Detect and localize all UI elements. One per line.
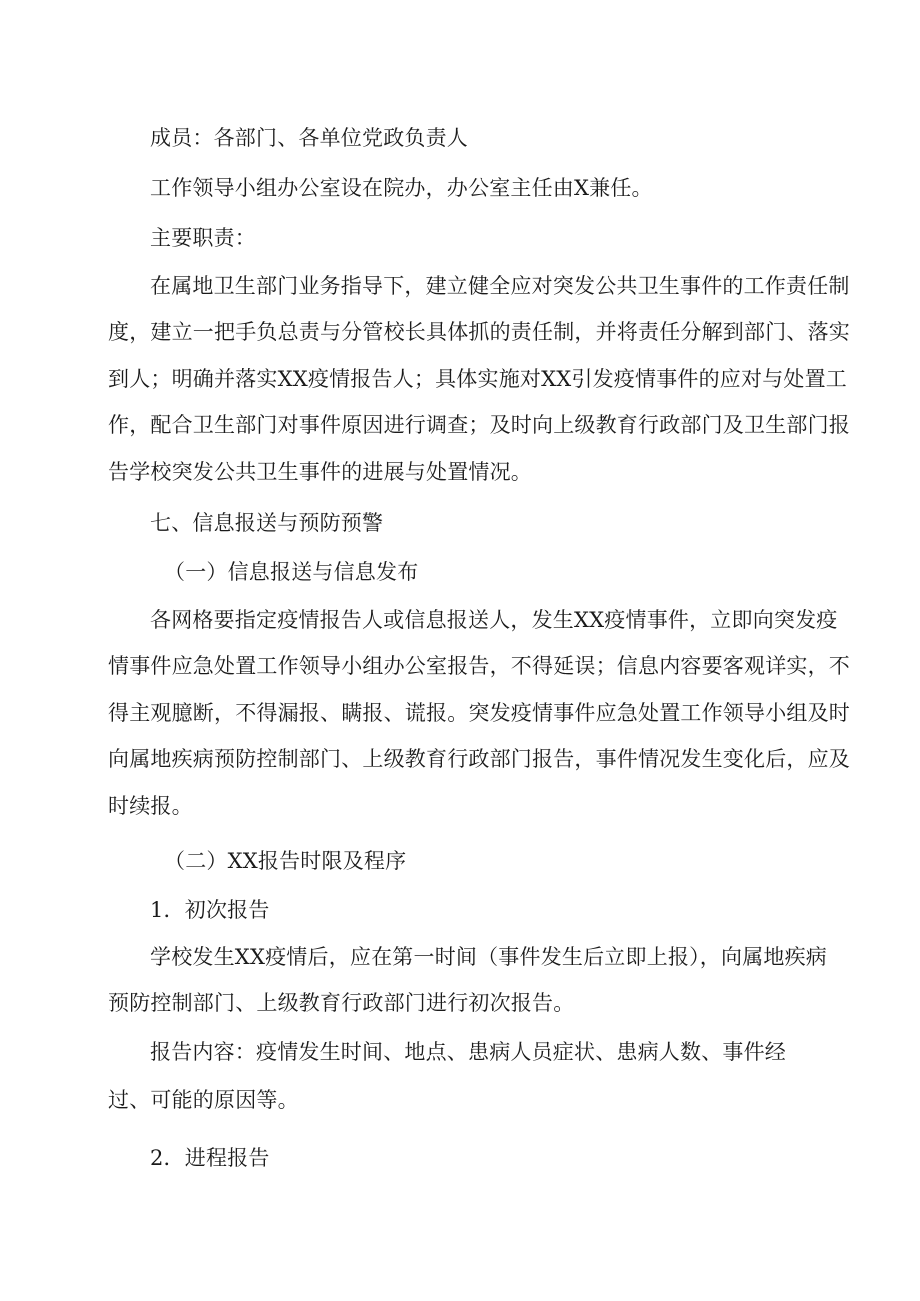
- duties-line: 到人；明确并落实XX疫情报告人；具体实施对XX引发疫情事件的应对与处置工: [108, 367, 847, 391]
- body-line: 得主观臆断，不得漏报、瞒报、谎报。突发疫情事件应急处置工作领导小组及时: [108, 701, 850, 725]
- subsection-heading: （二）XX报告时限及程序: [164, 849, 407, 873]
- body-line: 过、可能的原因等。: [108, 1088, 299, 1112]
- body-line: 各网格要指定疫情报告人或信息报送人，发生XX疫情事件，立即向突发疫: [150, 608, 838, 632]
- body-line: 时续报。: [108, 794, 193, 818]
- body-line: 学校发生XX疫情后，应在第一时间（事件发生后立即上报），向属地疾病: [150, 945, 827, 969]
- body-line: 预防控制部门、上级教育行政部门进行初次报告。: [108, 991, 575, 1015]
- duties-line: 告学校突发公共卫生事件的进展与处置情况。: [108, 460, 532, 484]
- duties-line: 在属地卫生部门业务指导下，建立健全应对突发公共卫生事件的工作责任制: [150, 274, 850, 298]
- body-line: 情事件应急处置工作领导小组办公室报告，不得延误；信息内容要客观详实，不: [108, 654, 850, 678]
- office-line: 工作领导小组办公室设在院办，办公室主任由X兼任。: [150, 176, 653, 200]
- body-line: 向属地疾病预防控制部门、上级教育行政部门报告，事件情况发生变化后，应及: [108, 747, 850, 771]
- numbered-item: 2．进程报告: [150, 1146, 270, 1170]
- numbered-item: 1．初次报告: [150, 898, 270, 922]
- section-heading: 七、信息报送与预防预警: [150, 511, 384, 535]
- duties-line: 度，建立一把手负总责与分管校长具体抓的责任制，并将责任分解到部门、落实: [108, 320, 850, 344]
- body-line: 报告内容：疫情发生时间、地点、患病人员症状、患病人数、事件经: [150, 1040, 786, 1064]
- subsection-heading: （一）信息报送与信息发布: [164, 560, 419, 584]
- duties-line: 作，配合卫生部门对事件原因进行调查；及时向上级教育行政部门及卫生部门报: [108, 413, 850, 437]
- duties-label: 主要职责：: [150, 226, 256, 250]
- members-line: 成员：各部门、各单位党政负责人: [150, 126, 468, 150]
